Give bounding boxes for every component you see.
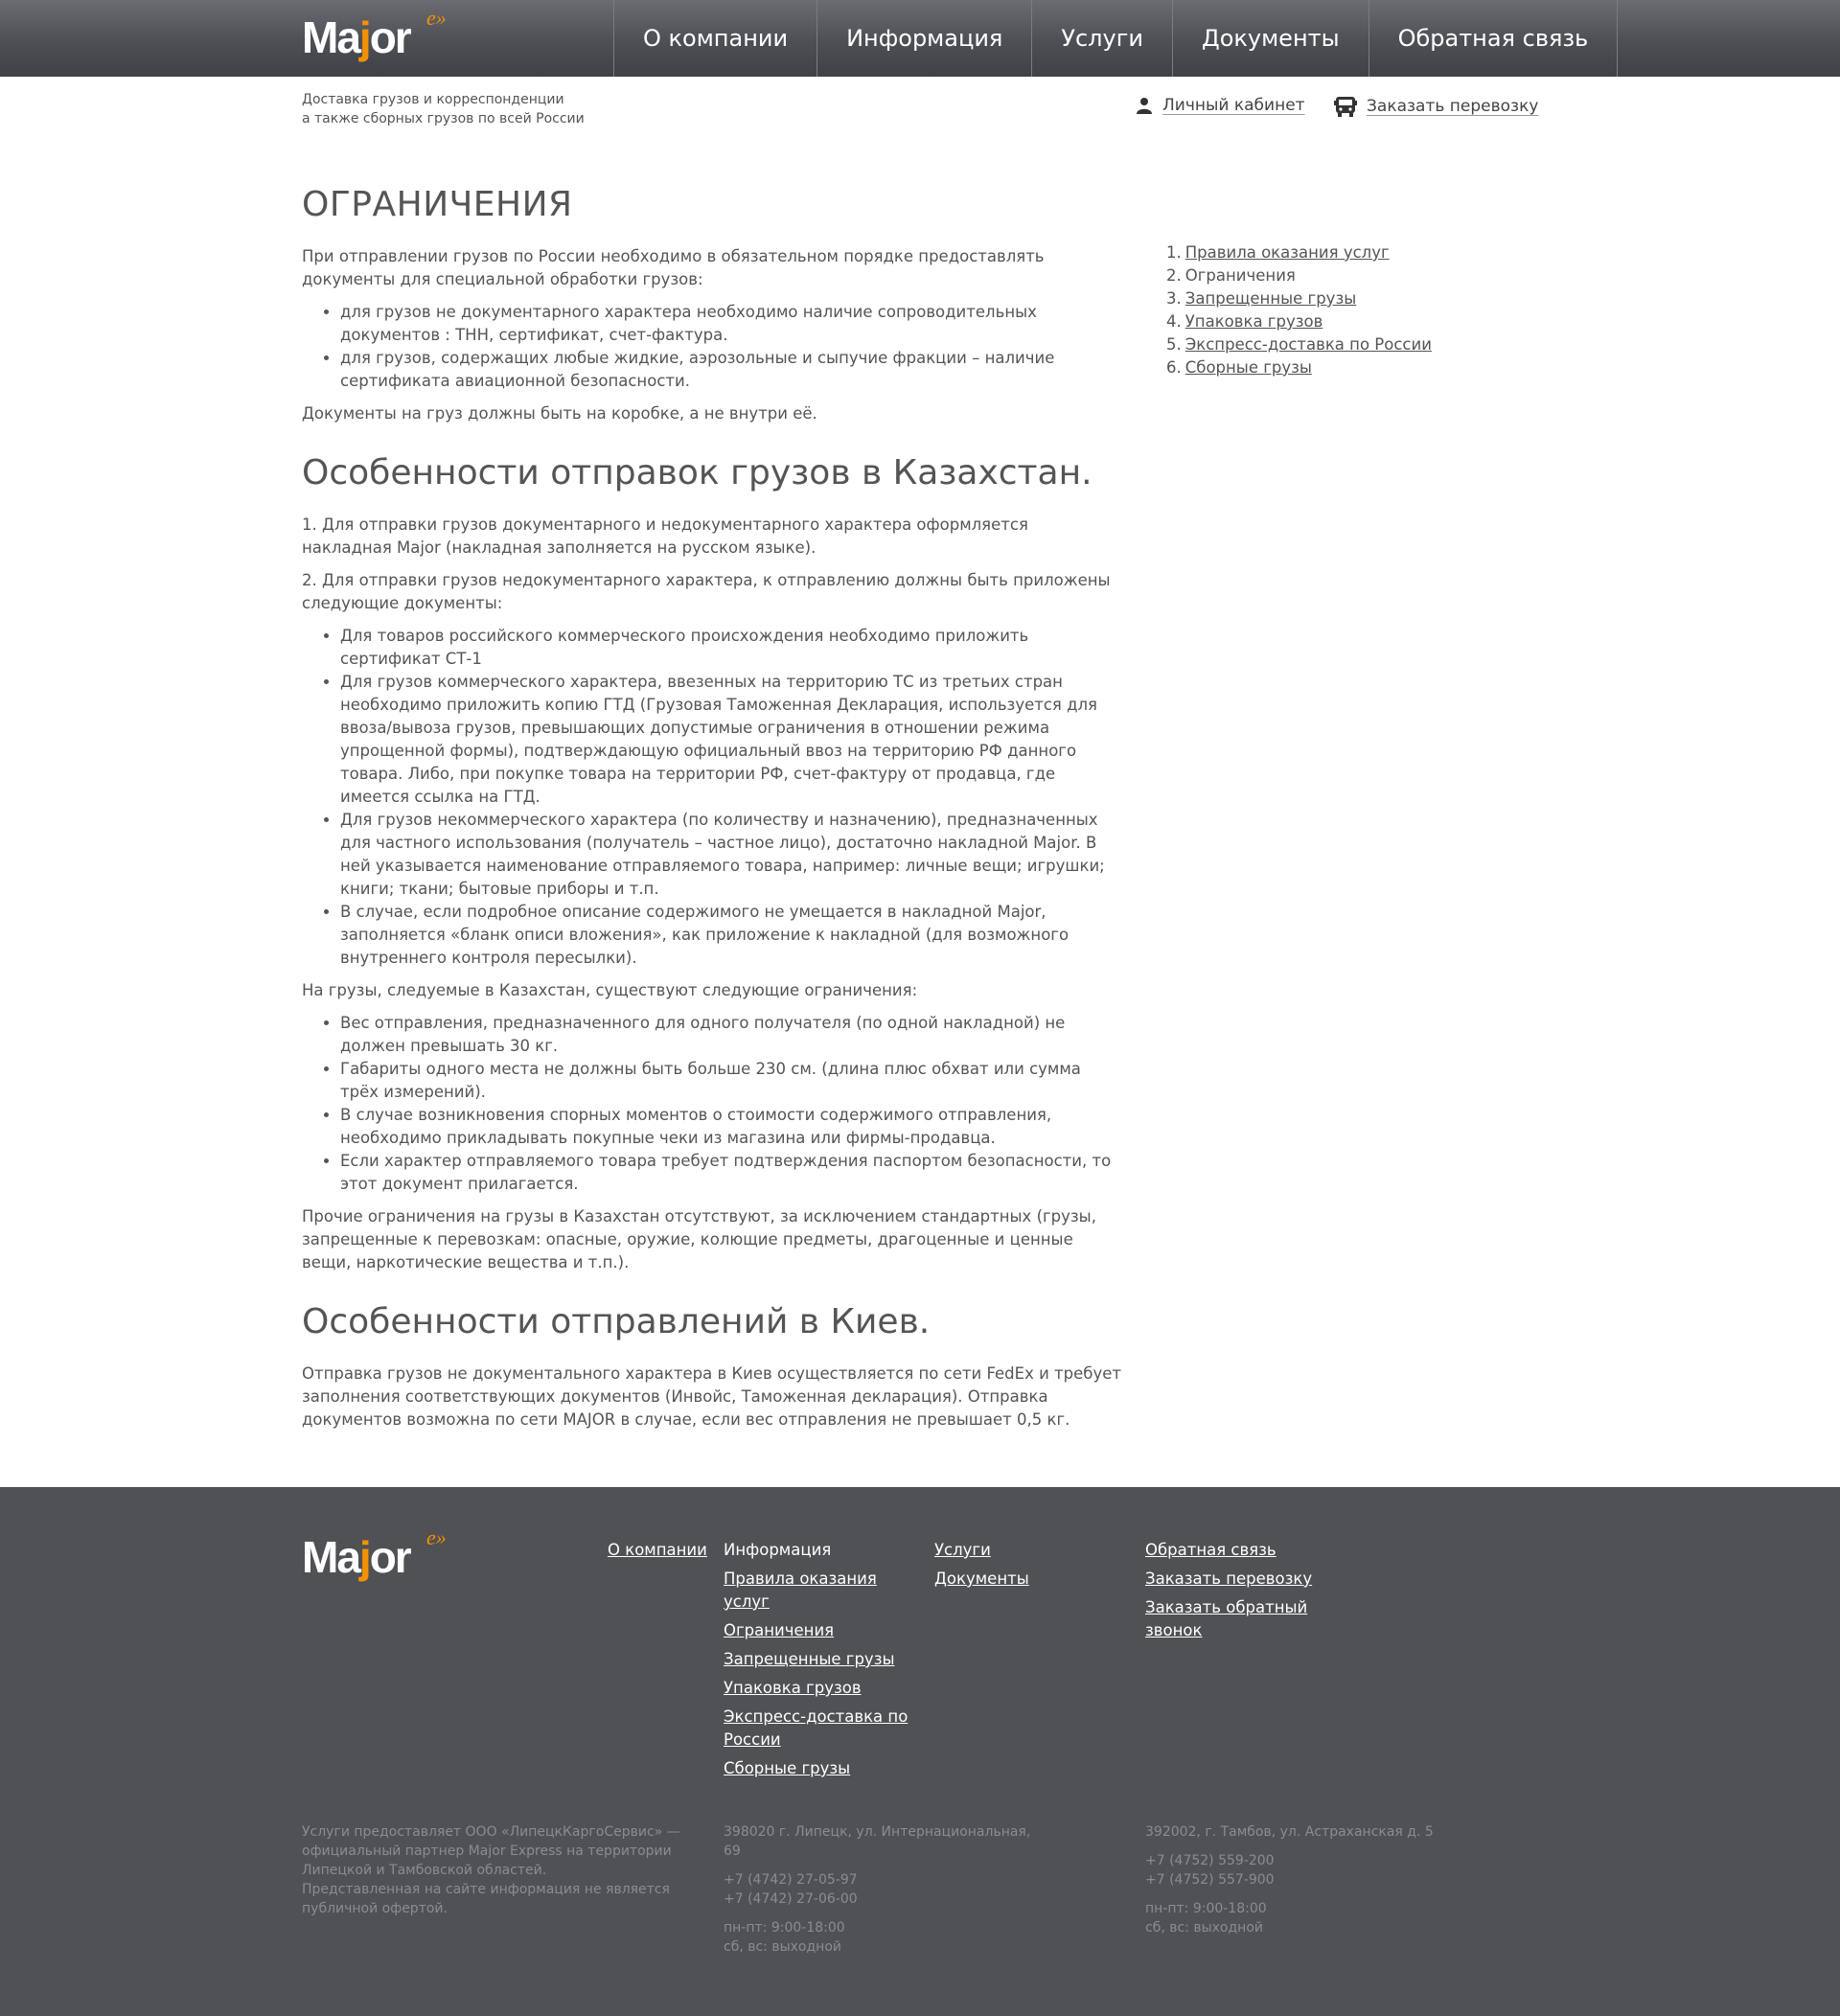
sidebar-item-restrictions: 2. Ограничения bbox=[1166, 266, 1296, 285]
kz-paragraph-4: Прочие ограничения на грузы в Казахстан отсутствуют, за исключением стандартных (грузы, запрещенные к перевозкам: опасные, оружие, колющие предметы, драгоценные и ценные вещи, наркотические вещества и т.п.). bbox=[302, 1207, 1096, 1271]
list-item: • Габариты одного места не должны быть больше 230 см. (длина плюс обхват или сумма трёх измерений). bbox=[340, 1058, 1121, 1104]
cabinet-link-wrap bbox=[1136, 96, 1305, 115]
footer-link-rules[interactable]: Правила оказания услуг bbox=[724, 1569, 877, 1611]
cabinet-link[interactable]: Личный кабинет bbox=[1162, 96, 1305, 115]
sidebar-item-express: 5. Экспресс-доставка по России bbox=[1166, 335, 1432, 354]
footer-col-about bbox=[608, 1539, 707, 1568]
list-item: • Вес отправления, предназначенного для одного получателя (по одной накладной) не должен превышать 30 кг. bbox=[340, 1012, 1121, 1058]
sidebar-item-forbidden: 3. Запрещенные грузы bbox=[1166, 289, 1357, 308]
intro-note: Документы на груз должны быть на коробке, а не внутри её. bbox=[302, 404, 817, 423]
order-link[interactable]: Заказать перевозку bbox=[1367, 97, 1539, 116]
hours: сб, вс: выходной bbox=[724, 1939, 841, 1955]
list-item: • Для товаров российского коммерческого происхождения необходимо приложить сертификат СТ-1 bbox=[340, 625, 1121, 671]
phone: +7 (4752) 559-200 bbox=[1145, 1853, 1275, 1868]
order-link-wrap bbox=[1334, 96, 1538, 117]
site-footer bbox=[0, 1487, 1840, 2016]
address: 398020 г. Липецк, ул. Интернациональная, 69 bbox=[724, 1824, 1031, 1859]
nav-about[interactable]: О компании bbox=[614, 0, 817, 77]
kiev-paragraph: Отправка грузов не документального характера в Киев осуществляется по сети FedEx и требует заполнения соответствующих документов (Инвойс, Таможенная декларация). Отправка документов возможна по сети MAJOR в случае, если вес отправления не превышает 0,5 кг. bbox=[302, 1364, 1121, 1429]
logo[interactable] bbox=[302, 6, 447, 63]
list-item: • для грузов не документарного характера необходимо наличие сопроводительных документов : ТНН, сертификат, счет-фактура. bbox=[340, 301, 1121, 347]
phone: +7 (4742) 27-06-00 bbox=[724, 1891, 858, 1907]
kz-paragraph-2: 2. Для отправки грузов недокументарного характера, к отправлению должны быть приложены следующие документы: bbox=[302, 571, 1111, 612]
logo-text: Major bbox=[302, 12, 410, 62]
sidebar-item-rules: 1. Правила оказания услуг bbox=[1166, 243, 1390, 262]
footer-col-feedback bbox=[1145, 1539, 1318, 1648]
intro-text: При отправлении грузов по России необходимо в обязательном порядке предоставлять документы для специальной обработки грузов: bbox=[302, 247, 1045, 288]
list-item: • для грузов, содержащих любые жидкие, аэрозольные и сыпучие фракции – наличие сертификата авиационной безопасности. bbox=[340, 347, 1121, 393]
nav-documents[interactable]: Документы bbox=[1173, 0, 1369, 77]
address: 392002, г. Тамбов, ул. Астраханская д. 5 bbox=[1145, 1824, 1434, 1840]
list-item: • Для грузов некоммерческого характера (по количеству и назначению), предназначенных для частного использования (получатель – частное лицо), достаточно накладной Major. В ней указывается наименование отправляемого товара, например: личные вещи; игрушки; книги; ткани; бытовые приборы и т.п. bbox=[340, 809, 1121, 901]
logo-sup: e» bbox=[426, 1525, 447, 1549]
kiev-heading: Особенности отправлений в Киев. bbox=[302, 1302, 931, 1341]
sidebar-item-packing: 4. Упаковка грузов bbox=[1166, 312, 1323, 331]
list-item: • Если характер отправляемого товара требует подтверждения паспортом безопасности, то этот документ прилагается. bbox=[340, 1150, 1121, 1196]
sidebar-menu bbox=[1166, 241, 1432, 379]
sidebar-link-groupage[interactable]: Сборные грузы bbox=[1184, 358, 1312, 377]
footer-lipetsk-contacts bbox=[724, 1822, 1049, 1957]
hours: сб, вс: выходной bbox=[1145, 1920, 1263, 1936]
footer-link-express[interactable]: Экспресс-доставка по России bbox=[724, 1707, 908, 1749]
footer-logo[interactable] bbox=[302, 1525, 447, 1583]
footer-link-forbidden[interactable]: Запрещенные грузы bbox=[724, 1650, 895, 1668]
kz-paragraph-3: На грузы, следуемые в Казахстан, существуют следующие ограничения: bbox=[302, 981, 918, 999]
bus-icon bbox=[1334, 96, 1357, 117]
footer-link-order[interactable]: Заказать перевозку bbox=[1145, 1569, 1313, 1588]
footer-col-info bbox=[724, 1539, 915, 1786]
sidebar-link-express[interactable]: Экспресс-доставка по России bbox=[1184, 335, 1432, 354]
footer-link-callback[interactable]: Заказать обратный звонок bbox=[1145, 1598, 1308, 1639]
main-nav bbox=[613, 0, 1618, 77]
user-icon bbox=[1136, 97, 1153, 114]
sidebar-link-forbidden[interactable]: Запрещенные грузы bbox=[1184, 289, 1357, 308]
list-item: • В случае, если подробное описание содержимого не умещается в накладной Major, заполняется «бланк описи вложения», как приложение к накладной (для возможного внутреннего контроля пересылки). bbox=[340, 901, 1121, 970]
page-title: ОГРАНИЧЕНИЯ bbox=[302, 185, 573, 224]
sidebar-item-groupage: 6. Сборные грузы bbox=[1166, 358, 1312, 377]
footer-link-services[interactable]: Услуги bbox=[934, 1541, 991, 1559]
phone: +7 (4752) 557-900 bbox=[1145, 1872, 1275, 1888]
list-item: • В случае возникновения спорных моментов о стоимости содержимого отправления, необходимо прикладывать покупные чеки из магазина или фирмы-продавца. bbox=[340, 1104, 1121, 1150]
kz-paragraph-1: 1. Для отправки грузов документарного и недокументарного характера оформляется накладная Major (накладная заполняется на русском языке). bbox=[302, 515, 1028, 557]
footer-link-restrictions[interactable]: Ограничения bbox=[724, 1621, 835, 1639]
nav-feedback[interactable]: Обратная связь bbox=[1369, 0, 1619, 77]
sidebar-current-restrictions: Ограничения bbox=[1184, 266, 1296, 285]
hours: пн-пт: 9:00-18:00 bbox=[1145, 1901, 1267, 1916]
footer-link-feedback[interactable]: Обратная связь bbox=[1145, 1541, 1276, 1559]
footer-legal: Услуги предоставляет ООО «ЛипецкКаргоСервис» — официальный партнер Major Express на территории Липецкой и Тамбовской областей. Представленная на сайте информация не является публичной офертой. bbox=[302, 1824, 680, 1916]
nav-info[interactable]: Информация bbox=[817, 0, 1032, 77]
footer-heading-info: Информация bbox=[724, 1541, 832, 1559]
footer-tambov-contacts bbox=[1145, 1822, 1471, 1937]
logo-text: Major bbox=[302, 1532, 410, 1582]
phone: +7 (4742) 27-05-97 bbox=[724, 1872, 858, 1888]
footer-link-about[interactable]: О компании bbox=[608, 1541, 707, 1559]
hours: пн-пт: 9:00-18:00 bbox=[724, 1920, 845, 1936]
site-header bbox=[0, 0, 1840, 77]
list-item: • Для грузов коммерческого характера, ввезенных на территорию ТС из третьих стран необходимо приложить копию ГТД (Грузовая Таможенная Декларация, используется для ввоза/вывоза грузов, превышающих допустимые ограничения в отношении режима упрощенной формы), подтверждающую официальный ввоз на территорию РФ данного товара. Либо, при покупке товара на территории РФ, счет-фактуру от продавца, где имеется ссылка на ГТД. bbox=[340, 671, 1121, 809]
intro-list bbox=[340, 301, 1121, 393]
nav-services[interactable]: Услуги bbox=[1032, 0, 1173, 77]
tagline: Доставка грузов и корреспонденции а также сборных грузов по всей России bbox=[302, 92, 585, 126]
kazakhstan-heading: Особенности отправок грузов в Казахстан. bbox=[302, 453, 1092, 493]
logo-sup: e» bbox=[426, 6, 447, 30]
footer-link-groupage[interactable]: Сборные грузы bbox=[724, 1759, 851, 1777]
footer-link-packing[interactable]: Упаковка грузов bbox=[724, 1679, 862, 1697]
kz-restrictions-list bbox=[340, 1012, 1121, 1196]
footer-link-documents[interactable]: Документы bbox=[934, 1569, 1029, 1588]
main-content bbox=[302, 172, 1121, 1441]
sidebar-link-rules[interactable]: Правила оказания услуг bbox=[1184, 243, 1390, 262]
kz-documents-list bbox=[340, 625, 1121, 970]
sidebar-link-packing[interactable]: Упаковка грузов bbox=[1184, 312, 1323, 331]
footer-col-services bbox=[934, 1539, 1029, 1596]
